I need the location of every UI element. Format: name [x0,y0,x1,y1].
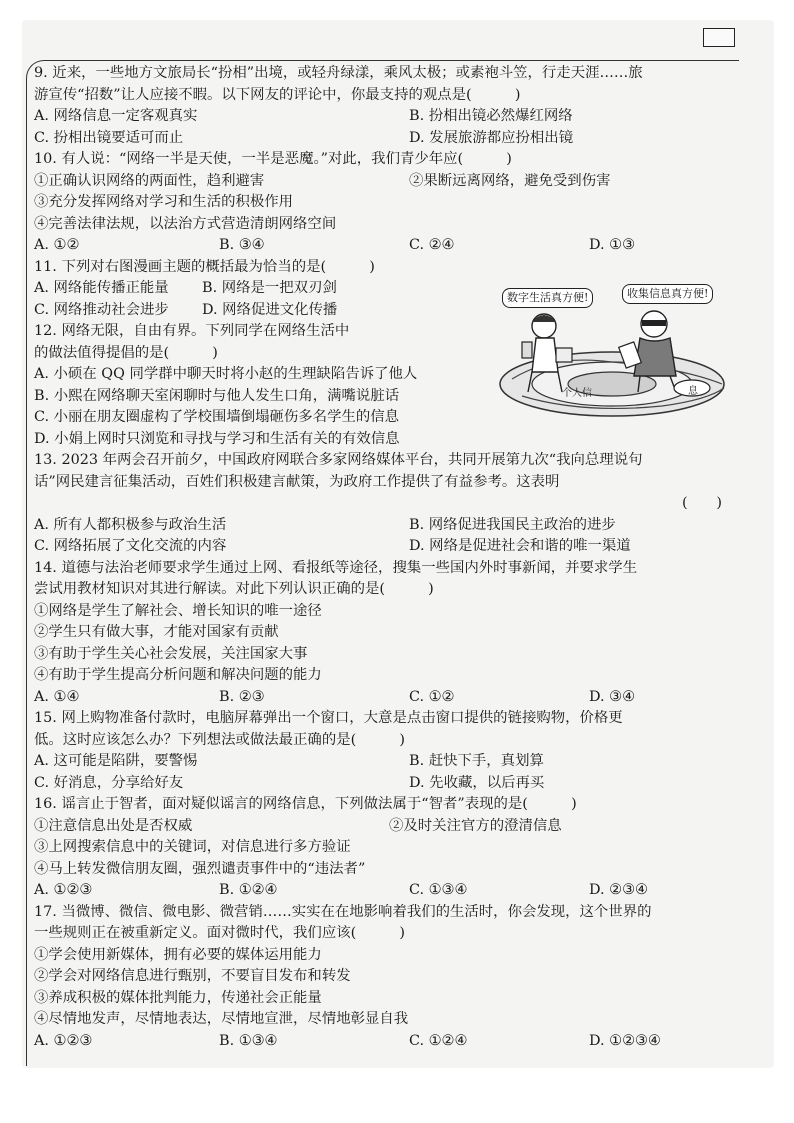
question-12-option-c[interactable]: C. 小丽在朋友圈虚构了学校围墙倒塌砸伤多名学生的信息 [34,409,400,425]
question-17-statement-4: ④尽情地发声，尽情地表达，尽情地宣泄，尽情地彰显自我 [34,1011,409,1027]
comic-bubble-right: 收集信息真方便! [622,284,713,304]
question-12-stem-line2: 的做法值得提倡的是( ) [34,344,218,361]
question-9-options-row2 [34,128,734,150]
question-14-options [34,687,734,709]
comic-ring-label-2: 息 [688,386,698,397]
question-14-statement-3: ③有助于学生关心社会发展，关注国家大事 [34,645,308,662]
question-16-option-c[interactable]: C. ①③④ [409,882,468,898]
question-15-option-b[interactable]: B. 赶快下手，真划算 [409,753,544,769]
question-14-option-a[interactable]: A. ①④ [34,688,80,705]
question-10 [34,149,734,257]
question-10-options [34,235,734,257]
question-9-option-a[interactable]: A. 网络信息一定客观真实 [34,108,198,124]
question-14-option-b[interactable]: B. ②③ [219,688,265,705]
question-14-option-d[interactable]: D. ③④ [589,688,635,705]
question-11-option-d[interactable]: D. 网络促进文化传播 [202,301,338,318]
question-9-option-b[interactable]: B. 扮相出镜必然爆红网络 [409,108,573,124]
question-10-option-c[interactable]: C. ②④ [409,237,455,253]
question-9 [34,63,734,149]
question-15-options-row1 [34,751,734,773]
question-11-stem: 11. 下列对右图漫画主题的概括最为恰当的是( ) [34,258,375,275]
question-9-option-c[interactable]: C. 扮相出镜要适可而止 [34,129,184,146]
question-16-option-a[interactable]: A. ①②③ [34,882,93,898]
question-17-statement-3: ③养成积极的媒体批判能力，传递社会正能量 [34,989,322,1006]
question-11-option-a[interactable]: A. 网络能传播正能量 [34,280,169,296]
question-10-option-b[interactable]: B. ③④ [219,237,265,253]
question-9-option-d[interactable]: D. 发展旅游都应扮相出镜 [409,129,574,146]
question-15-option-c[interactable]: C. 好消息，分享给好友 [34,774,184,791]
comic-ring-label: 个人信 [562,388,592,399]
question-17-stem-line2: 一些规则正在被重新定义。面对微时代，我们应该( ) [34,925,405,941]
question-16-statement-4: ④马上转发微信朋友圈，强烈谴责事件中的“违法者” [34,860,366,877]
question-13-options-row2 [34,536,734,558]
question-10-statements-row1 [34,171,734,193]
comic-illustration [492,284,742,434]
question-16-statement-2: ②及时关注官方的澄清信息 [389,817,562,834]
question-15-option-a[interactable]: A. 这可能是陷阱，要警惕 [34,753,198,769]
question-13-option-d[interactable]: D. 网络是促进社会和谐的唯一渠道 [409,538,631,554]
question-14-statement-1: ①网络是学生了解社会、增长知识的唯一途径 [34,602,322,619]
question-14-statement-4: ④有助于学生提高分析问题和解决问题的能力 [34,667,322,683]
question-14 [34,558,734,709]
question-12-option-d[interactable]: D. 小娟上网时只浏览和寻找与学习和生活有关的有效信息 [34,430,400,447]
question-12-option-a[interactable]: A. 小硕在 QQ 同学群中聊天时将小赵的生理缺陷告诉了他人 [34,366,418,382]
question-10-option-d[interactable]: D. ①③ [589,237,635,253]
score-box [703,28,735,47]
question-14-option-c[interactable]: C. ①② [409,688,455,705]
question-14-stem-line2: 尝试用教材知识对其进行解读。对此下列认识正确的是( ) [34,581,434,597]
question-16 [34,794,734,902]
question-16-option-d[interactable]: D. ②③④ [589,882,648,898]
question-17-option-a[interactable]: A. ①②③ [34,1032,93,1049]
question-13-stem-line2: 话”网民建言征集活动，百姓们积极建言献策，为政府工作提供了有益参考。这表明 [34,473,560,490]
question-14-stem-line1: 14. 道德与法治老师要求学生通过上网、看报纸等途径，搜集一些国内外时事新闻，并要求学生 [34,559,638,576]
question-9-options-row1 [34,106,734,128]
question-9-stem-line1: 9. 近来，一些地方文旅局长“扮相”出境，或轻舟绿漾，乘风太极；或素袍斗笠，行走天涯……旅 [34,65,643,81]
question-9-stem-line2: 游宣传“招数”让人应接不暇。以下网友的评论中，你最支持的观点是( ) [34,86,521,103]
question-16-options [34,880,734,902]
question-15-stem-line1: 15. 网上购物准备付款时，电脑屏幕弹出一个窗口，大意是点击窗口提供的链接购物，价格更 [34,710,623,726]
question-13 [34,450,734,558]
question-16-option-b[interactable]: B. ①②④ [219,882,278,898]
question-13-option-c[interactable]: C. 网络拓展了文化交流的内容 [34,538,227,554]
question-15-option-d[interactable]: D. 先收藏，以后再买 [409,774,545,791]
question-17-option-b[interactable]: B. ①③④ [219,1032,278,1049]
question-10-statement-4: ④完善法律法规，以法治方式营造清朗网络空间 [34,215,337,232]
question-16-statement-3: ③上网搜索信息中的关键词，对信息进行多方验证 [34,839,351,855]
question-17-option-d[interactable]: D. ①②③④ [589,1032,661,1049]
comic-bubble-left: 数字生活真方便! [502,288,593,308]
question-16-stem: 16. 谣言止于智者，面对疑似谣言的网络信息，下列做法属于“智者”表现的是( ) [34,796,577,812]
question-16-statement-1: ①注意信息出处是否权威 [34,817,193,834]
question-15 [34,708,734,794]
question-list [34,63,734,1052]
question-17-options [34,1031,734,1053]
question-14-statement-2: ②学生只有做大事，才能对国家有贡献 [34,624,279,640]
question-17-statement-1: ①学会使用新媒体，拥有必要的媒体运用能力 [34,946,322,963]
question-13-answer-paren: ( ) [681,495,722,511]
question-10-statement-3: ③充分发挥网络对学习和生活的积极作用 [34,194,294,210]
question-15-options-row2 [34,773,734,795]
question-10-statement-1: ①正确认识网络的两面性，趋利避害 [34,172,265,189]
question-11-option-c[interactable]: C. 网络推动社会进步 [34,301,169,318]
question-17 [34,902,734,1053]
question-13-stem-line1: 13. 2023 年两会召开前夕，中国政府网联合多家网络媒体平台，共同开展第九次“我向总理说句 [34,452,643,468]
question-10-option-a[interactable]: A. ①② [34,237,80,253]
question-12-stem-line1: 12. 网络无限，自由有界。下列同学在网络生活中 [34,323,350,339]
question-17-stem-line1: 17. 当微博、微信、微电影、微营销……实实在在地影响着我们的生活时，你会发现，这个世界的 [34,903,652,920]
question-10-stem: 10. 有人说：“网络一半是天使，一半是恶魔。”对此，我们青少年应( ) [34,151,512,167]
question-17-statement-2: ②学会对网络信息进行甄别，不要盲目发布和转发 [34,968,351,984]
question-13-option-a[interactable]: A. 所有人都积极参与政治生活 [34,516,227,533]
question-13-options-row1 [34,515,734,537]
question-16-statements-row1 [34,816,734,838]
question-10-statement-2: ②果断远离网络，避免受到伤害 [409,172,611,189]
question-17-option-c[interactable]: C. ①②④ [409,1032,468,1049]
question-12-option-b[interactable]: B. 小熙在网络聊天室闲聊时与他人发生口角，满嘴说脏话 [34,387,400,404]
question-11-option-b[interactable]: B. 网络是一把双刃剑 [202,280,337,296]
question-13-option-b[interactable]: B. 网络促进我国民主政治的进步 [409,516,616,533]
question-15-stem-line2: 低。这时应该怎么办？下列想法或做法最正确的是( ) [34,731,405,748]
